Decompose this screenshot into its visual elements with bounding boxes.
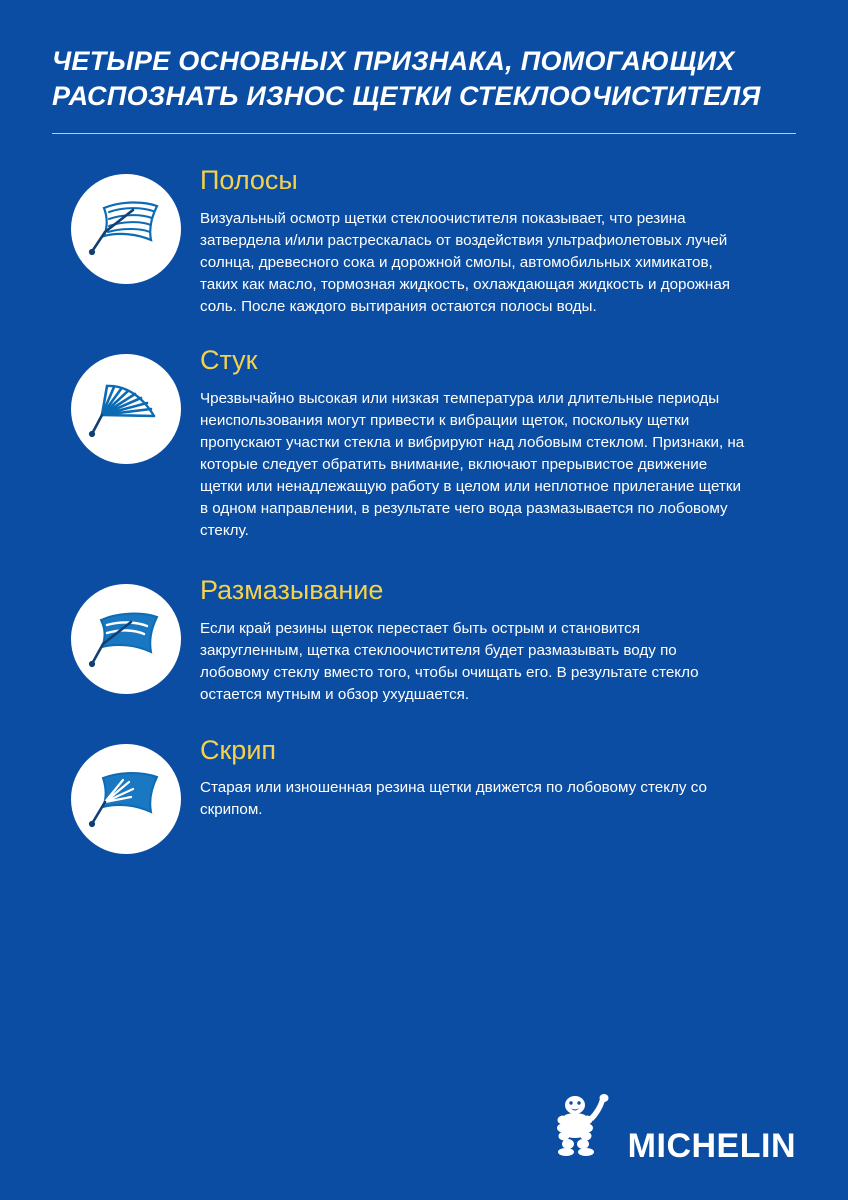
icon-column — [52, 736, 200, 854]
section-body: Если край резины щеток перестает быть острым и становится закругленным, щетка стеклоочистителя будет размазывать воду по лобовому стеклу вместо того, чтобы очищать его. В результате стекло остается мутным и обзор ухудшается. — [200, 619, 699, 703]
section-streaks — [52, 166, 796, 318]
michelin-man-icon — [542, 1089, 620, 1166]
section-body: Визуальный осмотр щетки стеклоочистителя показывает, что резина затвердела и/или растрескалась от воздействия ультрафиолетовых лучей солнца, древесного сока и дорожной смолы, автомобильных химикатов, таких как масло, тормозная жидкость, охлаждающая жидкость и дорожная соль. После каждого вытирания остаются полосы воды. — [200, 209, 730, 315]
icon-column — [52, 576, 200, 694]
section-title: Полосы — [200, 165, 298, 196]
wiper-squeak-icon — [71, 744, 181, 854]
text-column — [200, 166, 796, 318]
brand-wordmark: MICHELIN — [627, 1127, 796, 1165]
section-smearing — [52, 576, 796, 706]
section-squeak — [52, 736, 796, 854]
sections-list — [0, 134, 848, 854]
page-title: ЧЕТЫРЕ ОСНОВНЫХ ПРИЗНАКА, ПОМОГАЮЩИХ РАСПОЗНАТЬ ИЗНОС ЩЕТКИ СТЕКЛООЧИСТИТЕЛЯ — [52, 46, 761, 111]
header — [0, 0, 848, 134]
section-title: Скрип — [200, 734, 277, 765]
section-body: Старая или изношенная резина щетки движется по лобовому стеклу со скрипом. — [200, 779, 707, 819]
section-title: Стук — [200, 344, 258, 375]
section-chatter — [52, 346, 796, 542]
wiper-streaks-icon — [71, 174, 181, 284]
text-column — [200, 736, 796, 822]
section-body: Чрезвычайно высокая или низкая температура или длительные периоды неиспользования могут привести к вибрации щеток, поскольку щетки пропускают участки стекла и вибрируют над лобовым стеклом. Признаки, на которые следует обратить внимание, включают прерывистое движение щетки или ненадлежащую работу в целом или неплотное прилегание щетки в одном направлении, в результате чего вода размазывается по лобовому стеклу. — [200, 389, 745, 539]
footer — [0, 1089, 848, 1166]
section-title: Размазывание — [200, 574, 384, 605]
text-column — [200, 346, 796, 542]
wiper-smearing-icon — [71, 584, 181, 694]
wiper-chatter-icon — [71, 354, 181, 464]
michelin-logo — [542, 1089, 796, 1166]
icon-column — [52, 166, 200, 284]
icon-column — [52, 346, 200, 464]
header-divider — [52, 133, 796, 134]
text-column — [200, 576, 796, 706]
